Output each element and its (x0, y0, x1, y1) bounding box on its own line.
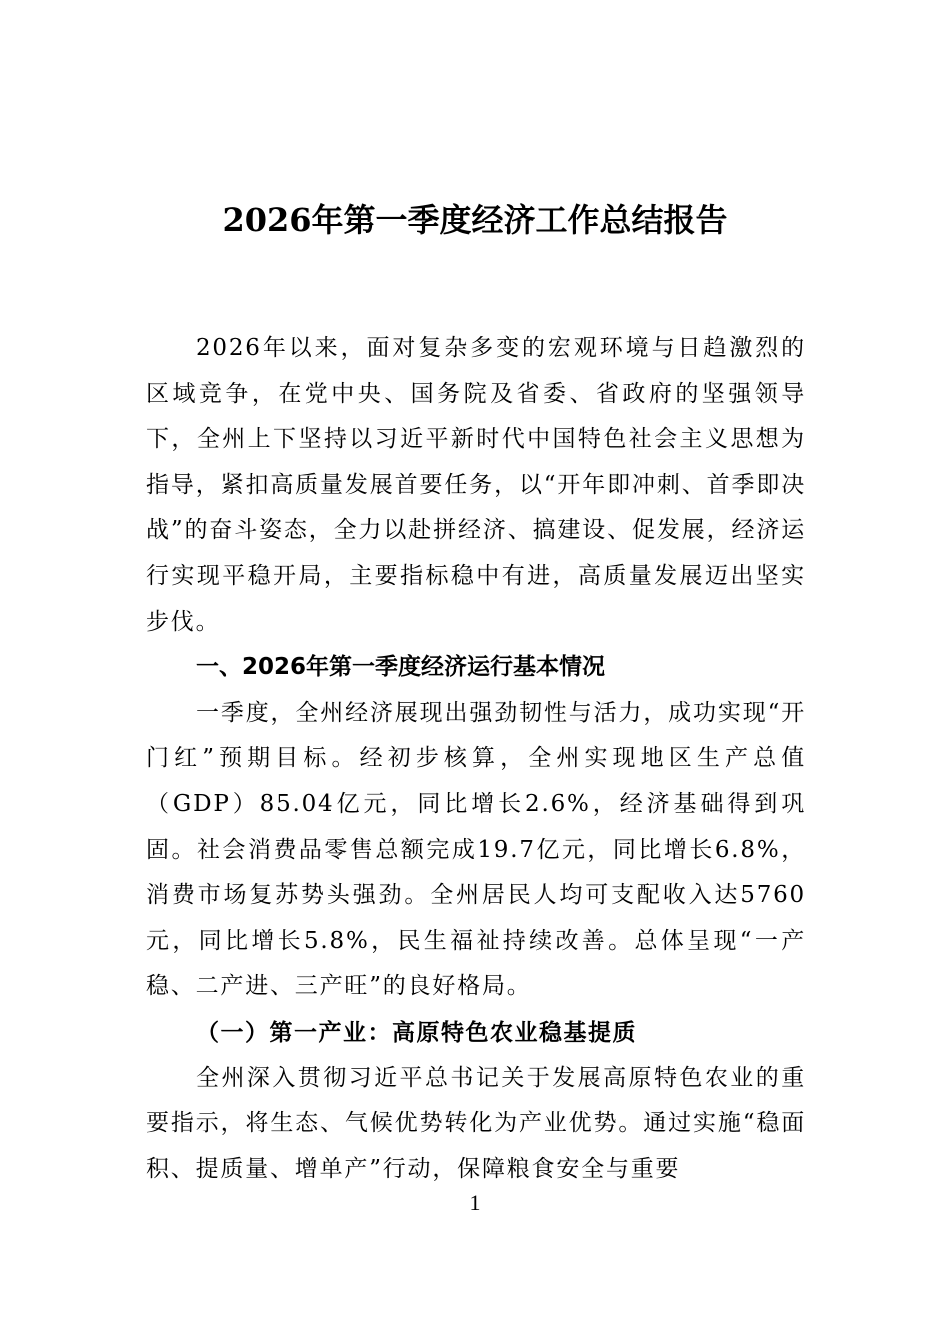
document-body (146, 326, 806, 1192)
section-1-paragraph: 一季度，全州经济展现出强劲韧性与活力，成功实现“开门红”预期目标。经初步核算，全州实现地区生产总值（GDP）85.04亿元，同比增长2.6%，经济基础得到巩固。社会消费品零售总额完成19.7亿元，同比增长6.8%，消费市场复苏势头强劲。全州居民人均可支配收入达5760元，同比增长5.8%，民生福祉持续改善。总体呈现“一产稳、二产进、三产旺”的良好格局。 (146, 699, 806, 1000)
section-heading-1: 一、2026年第一季度经济运行基本情况 (196, 654, 606, 681)
subsection-1-paragraph: 全州深入贯彻习近平总书记关于发展高原特色农业的重要指示，将生态、气候优势转化为产业优势。通过实施“稳面积、提质量、增单产”行动，保障粮食安全与重要 (146, 1064, 806, 1182)
document-title: 2026年第一季度经济工作总结报告 (222, 201, 728, 239)
page-number: 1 (469, 1190, 481, 1215)
intro-paragraph: 2026年以来，面对复杂多变的宏观环境与日趋激烈的区域竞争，在党中央、国务院及省委、省政府的坚强领导下，全州上下坚持以习近平新时代中国特色社会主义思想为指导，紧扣高质量发展首要任务，以“开年即冲刺、首季即决战”的奋斗姿态，全力以赴拼经济、搞建设、促发展，经济运行实现平稳开局，主要指标稳中有进，高质量发展迈出坚实步伐。 (146, 335, 806, 635)
subsection-heading-1: （一）第一产业：高原特色农业稳基提质 (196, 1018, 637, 1046)
